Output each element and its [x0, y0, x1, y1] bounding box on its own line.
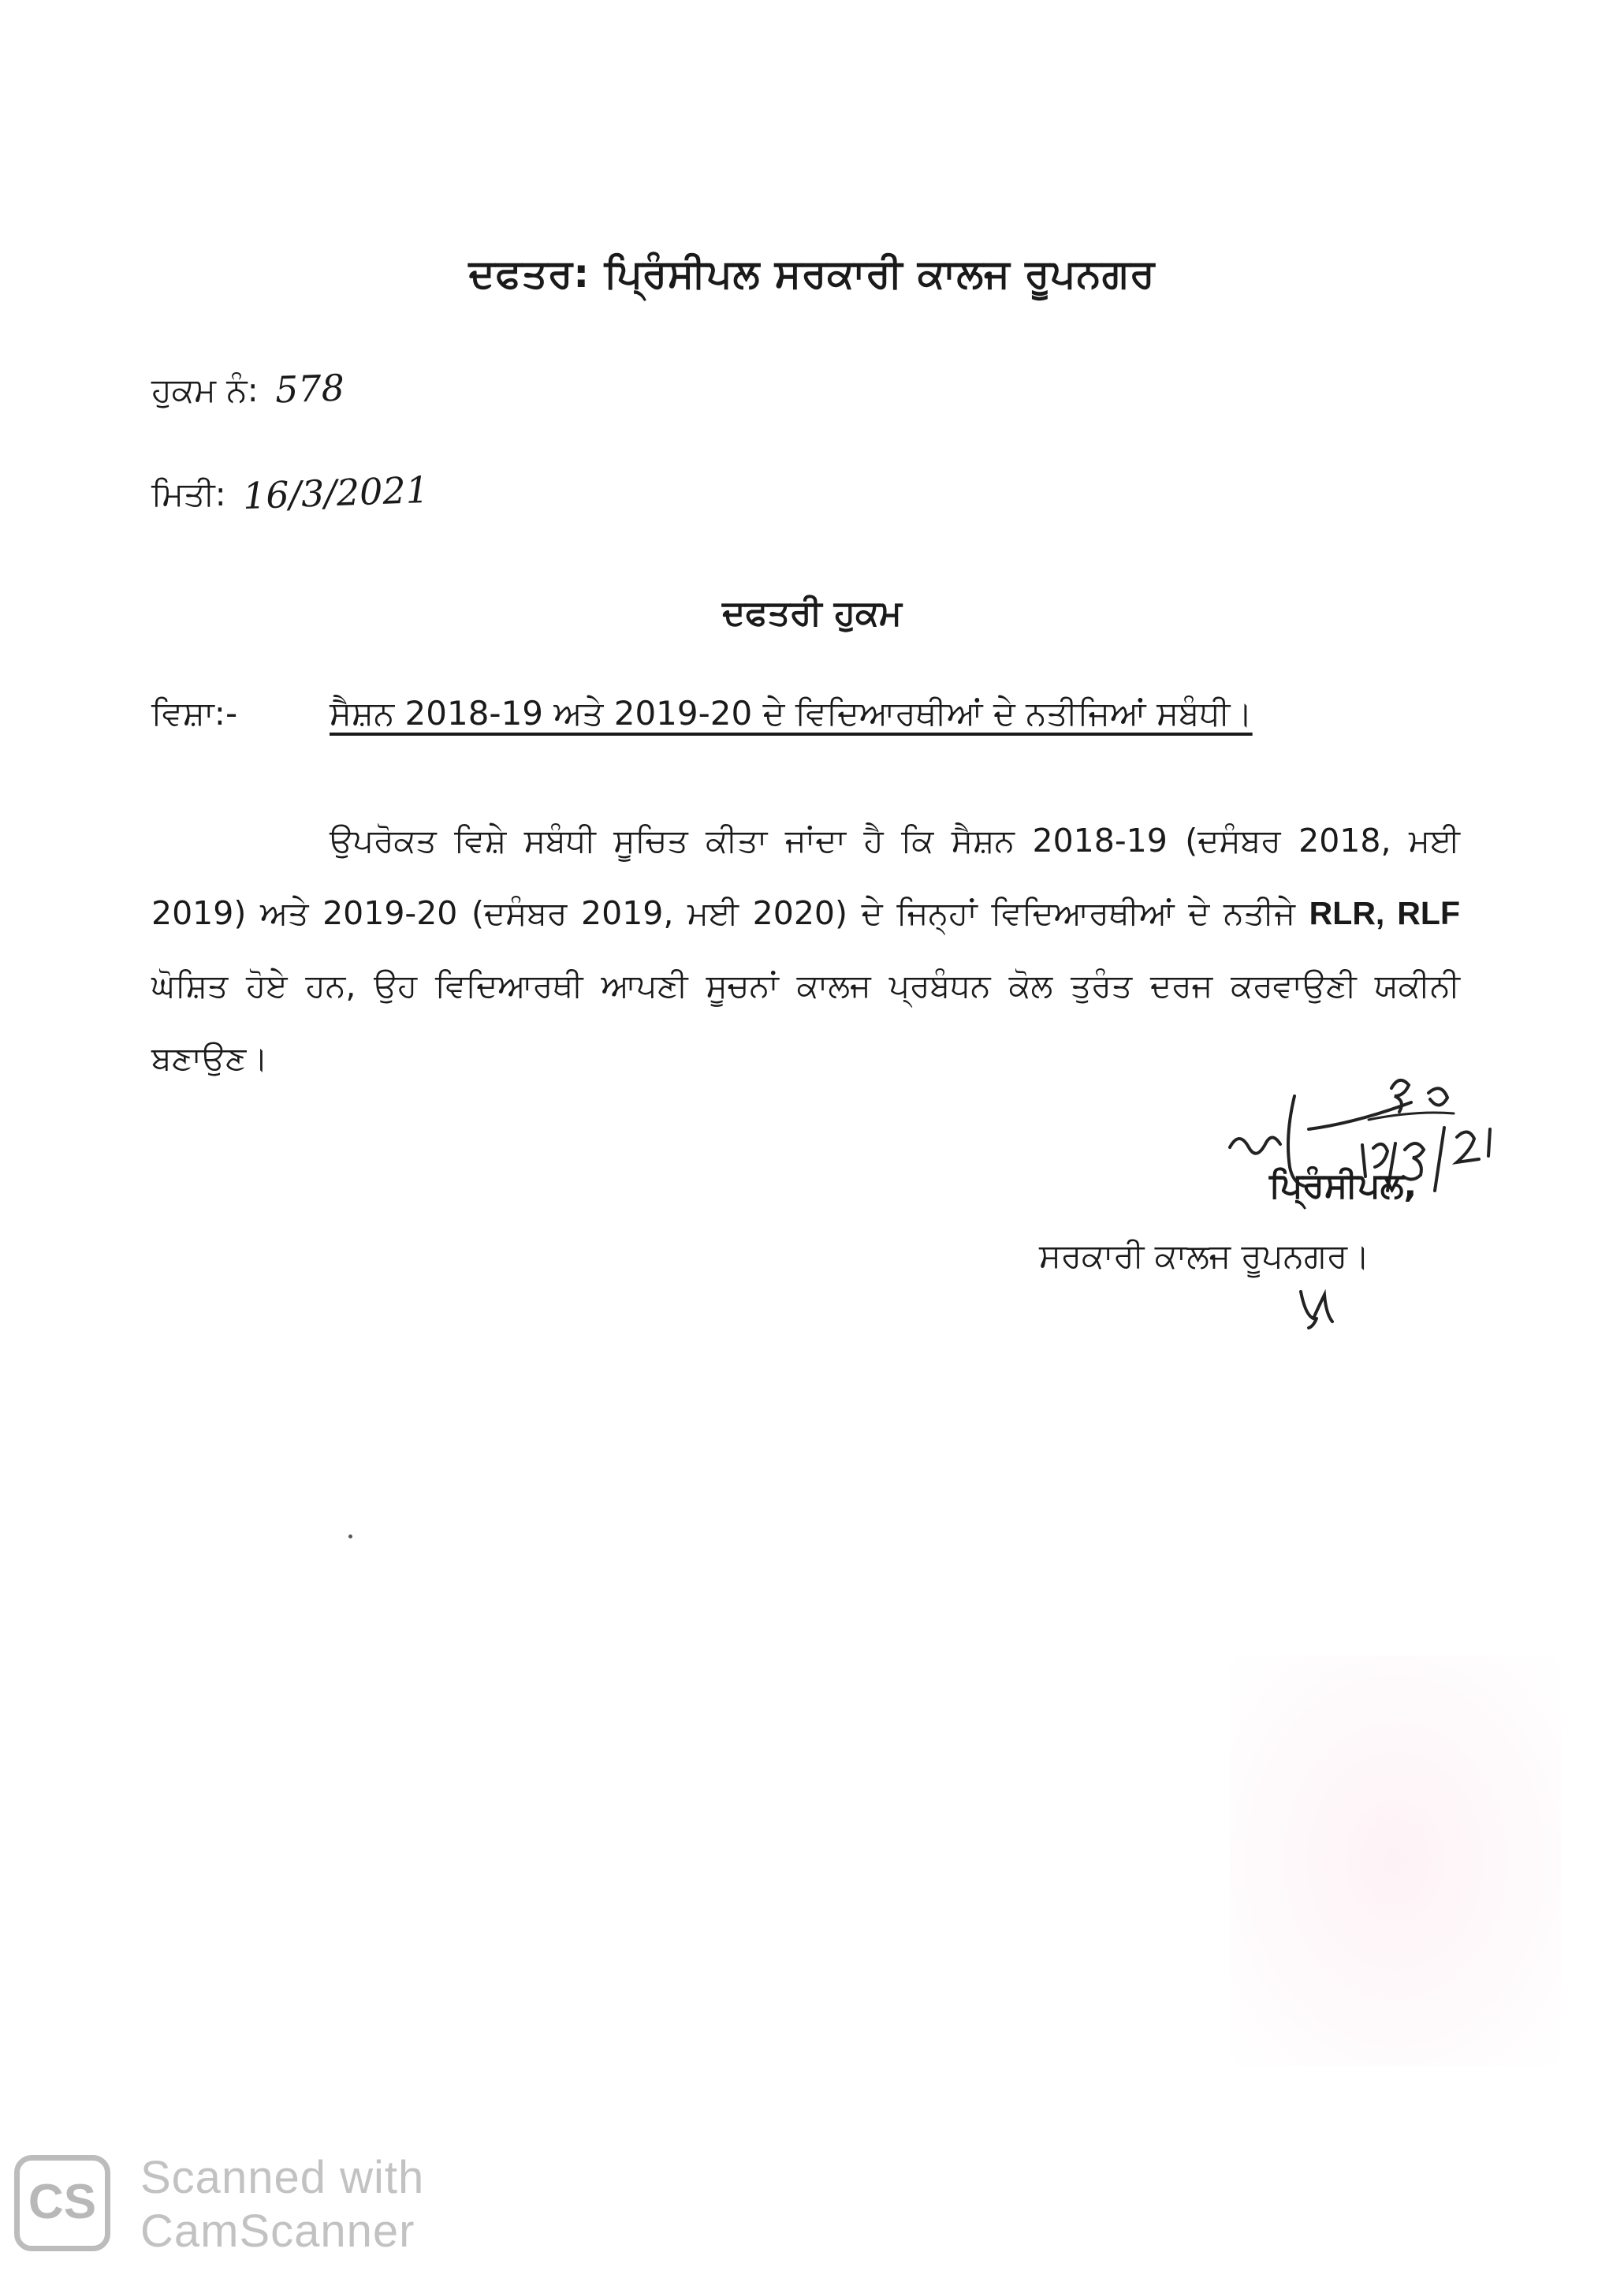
watermark-line-2: CamScanner [140, 2206, 415, 2257]
subject-text: ਸੈਸ਼ਨ 2018-19 ਅਤੇ 2019-20 ਦੇ ਵਿਦਿਆਰਥੀਆਂ ਦੇ ਨਤੀਜਿਆਂ ਸਬੰਧੀ। [330, 694, 1253, 733]
watermark-line-1: Scanned with [140, 2152, 425, 2203]
scan-tint [1230, 1656, 1561, 2066]
order-number-value: 578 [274, 366, 345, 412]
scanner-watermark [140, 2151, 424, 2258]
order-date-value: 16/3/2021 [242, 468, 430, 518]
signer-title: ਪ੍ਰਿੰਸੀਪਲ, [1269, 1165, 1417, 1206]
order-number-label: ਹੁਕਮ ਨੰ: [151, 371, 259, 409]
scan-speck [348, 1535, 352, 1538]
signer-office: ਸਰਕਾਰੀ ਕਾਲਜ ਰੂਪਨਗਰ। [1039, 1236, 1370, 1275]
order-body [151, 804, 1460, 1094]
order-date-label: ਮਿਤੀ: [151, 475, 226, 513]
body-part-2: ਘੋਸ਼ਿਤ ਹੋਏ ਹਨ, ਉਹ ਵਿਦਿਆਰਥੀ ਆਪਣੀ ਸੂਚਨਾਂ ਕਾਲਜ ਪ੍ਰਬੰਧਨ ਕੋਲ ਤੁਰੰਤ ਦਰਜ ਕਰਵਾਉਣੀ ਯਕੀਨੀ ਬਣਾਉਣ। [151, 967, 1460, 1077]
result-codes: RLR, RLF [1309, 895, 1460, 931]
camscanner-logo-icon: CS [14, 2155, 110, 2251]
order-heading: ਦਫਤਰੀ ਹੁਕਮ [722, 593, 902, 633]
body-part-1: ਉਪਰੋਕਤ ਵਿਸ਼ੇ ਸਬੰਧੀ ਸੂਚਿਤ ਕੀਤਾ ਜਾਂਦਾ ਹੈ ਕਿ ਸੈਸ਼ਨ 2018-19 (ਦਸੰਬਰ 2018, ਮਈ 2019) ਅਤੇ 2019-20 (ਦਸੰਬਰ 2019, ਮਈ 2020) ਦੇ ਜਿਨ੍ਹਾਂ ਵਿਦਿਆਰਥੀਆਂ ਦੇ ਨਤੀਜੇ [151, 822, 1460, 932]
order-number-line [151, 367, 345, 410]
order-date-line [151, 468, 430, 518]
subject-label: ਵਿਸ਼ਾ:- [151, 694, 238, 733]
initials-mark [1293, 1284, 1340, 1331]
office-title: ਦਫਤਰ: ਪ੍ਰਿੰਸੀਪਲ ਸਰਕਾਰੀ ਕਾਲਜ ਰੂਪਨਗਰ [468, 251, 1156, 296]
